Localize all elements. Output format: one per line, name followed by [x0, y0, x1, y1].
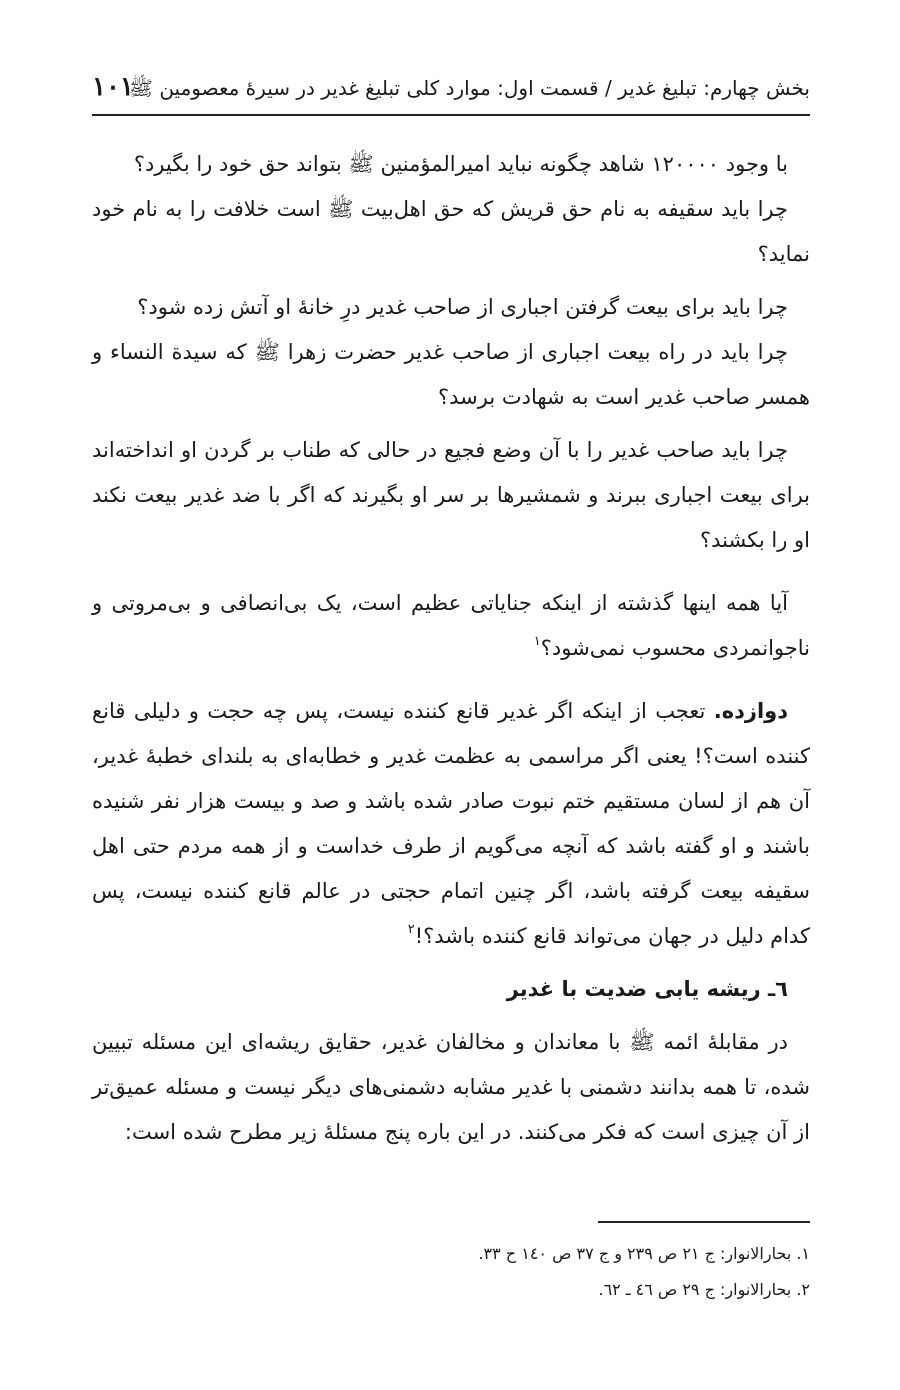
- paragraph-text: تعجب از اینکه اگر غدیر قانع کننده نیست، پس چه حجت و دلیلی قانع کننده است؟! یعنی اگر مراسمی به عظمت غدیر و خطابه‌ای به بلندای خطبۀ غدیر، آن هم از لسان مستقیم ختم نبوت صادر شده باشد و صد و بیست هزار نفر شنیده باشند و او گفته باشد که آنچه می‌گویم از طرف خداست و از همه مردم حتی اهل سقیفه بیعت گرفته باشد، اگر چنین اتمام حجتی در عالم قانع کننده نیست، پس کدام دلیل در جهان می‌تواند قانع کننده باشد؟!: [92, 699, 810, 948]
- paragraph: [92, 581, 810, 671]
- running-header: [92, 70, 810, 116]
- paragraph-text: آیا همه اینها گذشته از اینکه جنایاتی عظیم است، یک بی‌انصافی و بی‌مروتی و ناجوانمردی محسوب نمی‌شود؟: [92, 591, 810, 660]
- footnotes: [92, 1236, 810, 1308]
- footnote: ٢. بحارالانوار: ج ٢٩ ص ٤٦ ـ ٦٢.: [598, 1280, 810, 1299]
- running-header-title: بخش چهارم: تبلیغ غدیر / قسمت اول: موارد کلی تبلیغ غدیر در سیرۀ معصومین ﷺ: [128, 76, 810, 100]
- paragraph: چرا باید صاحب غدیر را با آن وضع فجیع در حالی که طناب بر گردن او انداخته‌اند برای بیعت اجباری ببرند و شمشیرها بر سر او بگیرند که اگر با ضد غدیر بیعت نکند او را بکشند؟: [92, 438, 810, 552]
- body-text: [92, 142, 810, 1163]
- paragraph: چرا باید برای بیعت گرفتن اجباری از صاحب غدیر درِ خانۀ او آتش زده شود؟: [137, 295, 788, 319]
- paragraph: چرا باید در راه بیعت اجباری از صاحب غدیر حضرت زهرا ﷺ که سیدة النساء و همسر صاحب غدیر است به شهادت برسد؟: [92, 340, 810, 409]
- footnote: ١. بحارالانوار: ج ٢١ ص ٢٣٩ و ج ٣٧ ص ١٤٠ ح ٣٣.: [478, 1244, 810, 1263]
- paragraph: چرا باید سقیفه به نام حق قریش که حق اهل‌بیت ﷺ است خلافت را به نام خود نماید؟: [92, 197, 810, 266]
- section-heading: ٦ـ ریشه یابی ضدیت با غدیر: [506, 977, 788, 1001]
- paragraph: با وجود ١٢٠٠٠٠ شاهد چگونه نباید امیرالمؤمنین ﷺ بتواند حق خود را بگیرد؟: [133, 152, 788, 176]
- page-number: ١٠١: [92, 72, 134, 102]
- paragraph: در مقابلۀ ائمه ﷺ با معاندان و مخالفان غدیر، حقایق ریشه‌ای این مسئله تبیین شده، تا همه بدانند دشمنی با غدیر مشابه دشمنی‌های دیگر نیست و مسئله عمیق‌تر از آن چیزی است که فکر می‌کنند. در این باره پنج مسئلۀ زیر مطرح شده است:: [92, 1030, 810, 1144]
- paragraph-lead: دوازده.: [713, 699, 788, 723]
- footnote-reference: ١: [533, 634, 541, 649]
- footnote-reference: ٢: [407, 922, 415, 937]
- numbered-paragraph: [92, 689, 810, 959]
- footnote-divider: [598, 1221, 810, 1223]
